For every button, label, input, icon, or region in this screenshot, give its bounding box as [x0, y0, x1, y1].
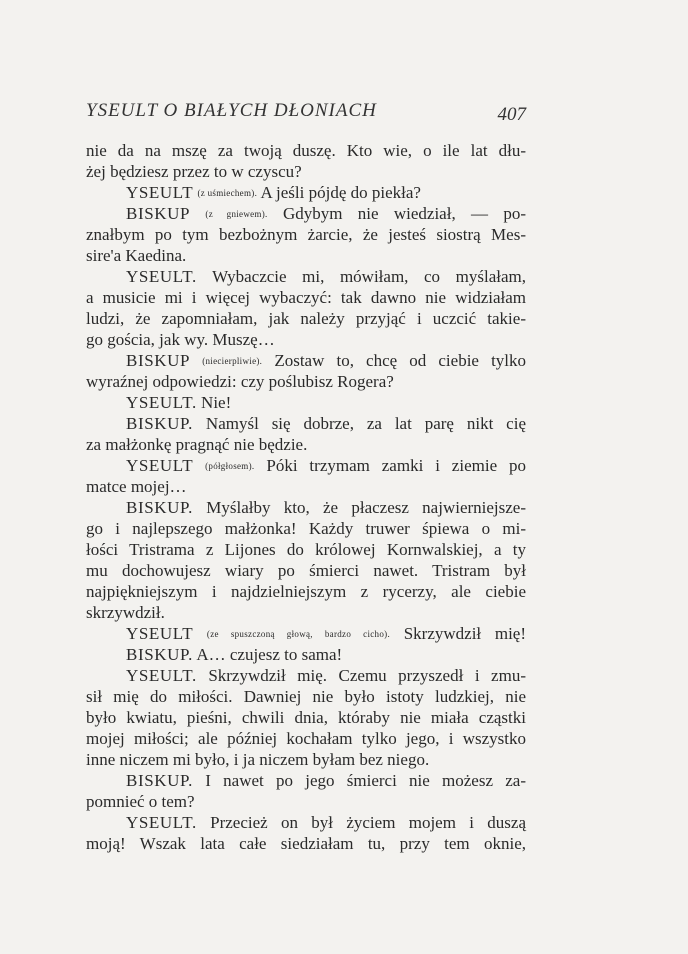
- text-line: [86, 665, 526, 686]
- line-text: Skrzywdził mię. Czemu przyszedł i zmu-: [208, 666, 526, 685]
- line-text: inne niczem mi było, i ja niczem byłam bez niego.: [86, 750, 430, 769]
- speaker-name: BISKUP.: [126, 645, 194, 664]
- text-line: [86, 791, 526, 812]
- stage-direction: (niecierpliwie).: [202, 356, 263, 366]
- line-text: ludzi, że zapomniałam, jak należy przyjąć i uczcić takie-: [86, 309, 526, 328]
- text-line: [86, 728, 526, 749]
- text-line: [86, 560, 526, 581]
- text-line: [86, 413, 526, 434]
- line-text: A jeśli pójdę do piekła?: [260, 183, 421, 202]
- text-line: [86, 707, 526, 728]
- line-text: Nie!: [201, 393, 232, 412]
- line-text: Póki trzymam zamki i ziemie po: [266, 456, 527, 475]
- line-text: łości Tristrama z Lijones do królowej Kornwalskiej, a ty: [86, 540, 526, 559]
- line-text: A… czujesz to sama!: [196, 645, 343, 664]
- text-line: [86, 287, 526, 308]
- stage-direction: (ze spuszczoną głową, bardzo cicho).: [206, 629, 390, 639]
- text-line: [86, 161, 526, 182]
- text-line: [86, 224, 526, 245]
- line-text: Skrzywdził mię!: [403, 624, 527, 643]
- text-line: [86, 329, 526, 350]
- line-text: było kwiatu, pieśni, chwili dnia, któraby nie miała cząstki: [86, 708, 526, 727]
- stage-direction: (z uśmiechem).: [197, 188, 258, 198]
- text-line: [86, 350, 526, 371]
- speaker-name: BISKUP.: [126, 771, 194, 790]
- line-text: mu dochowujesz wiary po śmierci nawet. Tristram był: [86, 561, 526, 580]
- line-text: Wybaczcie mi, mówiłam, co myślałam,: [212, 267, 526, 286]
- line-text: go i najlepszego małżonka! Każdy truwer śpiewa o mi-: [86, 519, 526, 538]
- text-line: [86, 266, 526, 287]
- line-text: żej będziesz przez to w czyscu?: [86, 162, 302, 181]
- speaker-name: YSEULT.: [126, 813, 197, 832]
- line-text: Gdybym nie wiedział, — po-: [282, 204, 527, 223]
- speaker-name: BISKUP: [126, 351, 191, 370]
- text-line: [86, 476, 526, 497]
- line-text: wyraźnej odpowiedzi: czy poślubisz Rogera?: [86, 372, 394, 391]
- body-text: [86, 140, 526, 854]
- text-line: [86, 203, 526, 224]
- text-line: [86, 371, 526, 392]
- speaker-name: YSEULT: [126, 183, 194, 202]
- page-number: 407: [497, 104, 526, 125]
- text-line: [86, 455, 526, 476]
- text-line: [86, 644, 526, 665]
- speaker-name: BISKUP.: [126, 414, 194, 433]
- line-text: sił mię do miłości. Dawniej nie było istoty ludzkiej, nie: [86, 687, 526, 706]
- stage-direction: (z gniewem).: [205, 209, 268, 219]
- line-text: za małżonkę pragnąć nie będzie.: [86, 435, 308, 454]
- text-line: [86, 308, 526, 329]
- line-text: matce mojej…: [86, 477, 187, 496]
- text-line: [86, 392, 526, 413]
- text-line: [86, 182, 526, 203]
- text-line: [86, 539, 526, 560]
- line-text: sire'a Kaedina.: [86, 246, 187, 265]
- line-text: Myślałby kto, że płaczesz najwierniejsze-: [206, 498, 527, 517]
- stage-direction: (półgłosem).: [205, 461, 255, 471]
- text-line: [86, 140, 526, 161]
- line-text: Namyśl się dobrze, za lat parę nikt cię: [205, 414, 526, 433]
- text-line: [86, 770, 526, 791]
- line-text: moją! Wszak lata całe siedziałam tu, przy tem oknie,: [86, 834, 526, 853]
- text-line: [86, 581, 526, 602]
- text-line: [86, 749, 526, 770]
- line-text: Przecież on był życiem mojem i duszą: [210, 813, 526, 832]
- text-line: [86, 833, 526, 854]
- text-line: [86, 245, 526, 266]
- line-text: I nawet po jego śmierci nie możesz za-: [205, 771, 527, 790]
- speaker-name: YSEULT.: [126, 666, 197, 685]
- speaker-name: BISKUP.: [126, 498, 194, 517]
- text-line: [86, 518, 526, 539]
- line-text: a musicie mi i więcej wybaczyć: tak dawno nie widziałam: [86, 288, 526, 307]
- speaker-name: YSEULT.: [126, 393, 197, 412]
- line-text: nie da na mszę za twoją duszę. Kto wie, o ile lat dłu-: [86, 141, 526, 160]
- line-text: pomnieć o tem?: [86, 792, 195, 811]
- speaker-name: YSEULT: [126, 456, 194, 475]
- page-header: [86, 100, 526, 130]
- text-line: [86, 602, 526, 623]
- speaker-name: YSEULT: [126, 624, 194, 643]
- text-line: [86, 623, 526, 644]
- line-text: Zostaw to, chcę od ciebie tylko: [274, 351, 527, 370]
- line-text: skrzywdził.: [86, 603, 165, 622]
- line-text: znałbym po tym bezbożnym żarcie, że jesteś siostrą Mes-: [86, 225, 526, 244]
- running-title: YSEULT O BIAŁYCH DŁONIACH: [86, 100, 377, 121]
- text-line: [86, 812, 526, 833]
- text-line: [86, 497, 526, 518]
- line-text: go gościa, jak wy. Muszę…: [86, 330, 275, 349]
- text-line: [86, 434, 526, 455]
- line-text: najpiękniejszym i najdzielniejszym z rycerzy, ale ciebie: [86, 582, 526, 601]
- line-text: mojej miłości; ale później kochałam tylko jego, i wszystko: [86, 729, 526, 748]
- speaker-name: BISKUP: [126, 204, 191, 223]
- speaker-name: YSEULT.: [126, 267, 197, 286]
- text-line: [86, 686, 526, 707]
